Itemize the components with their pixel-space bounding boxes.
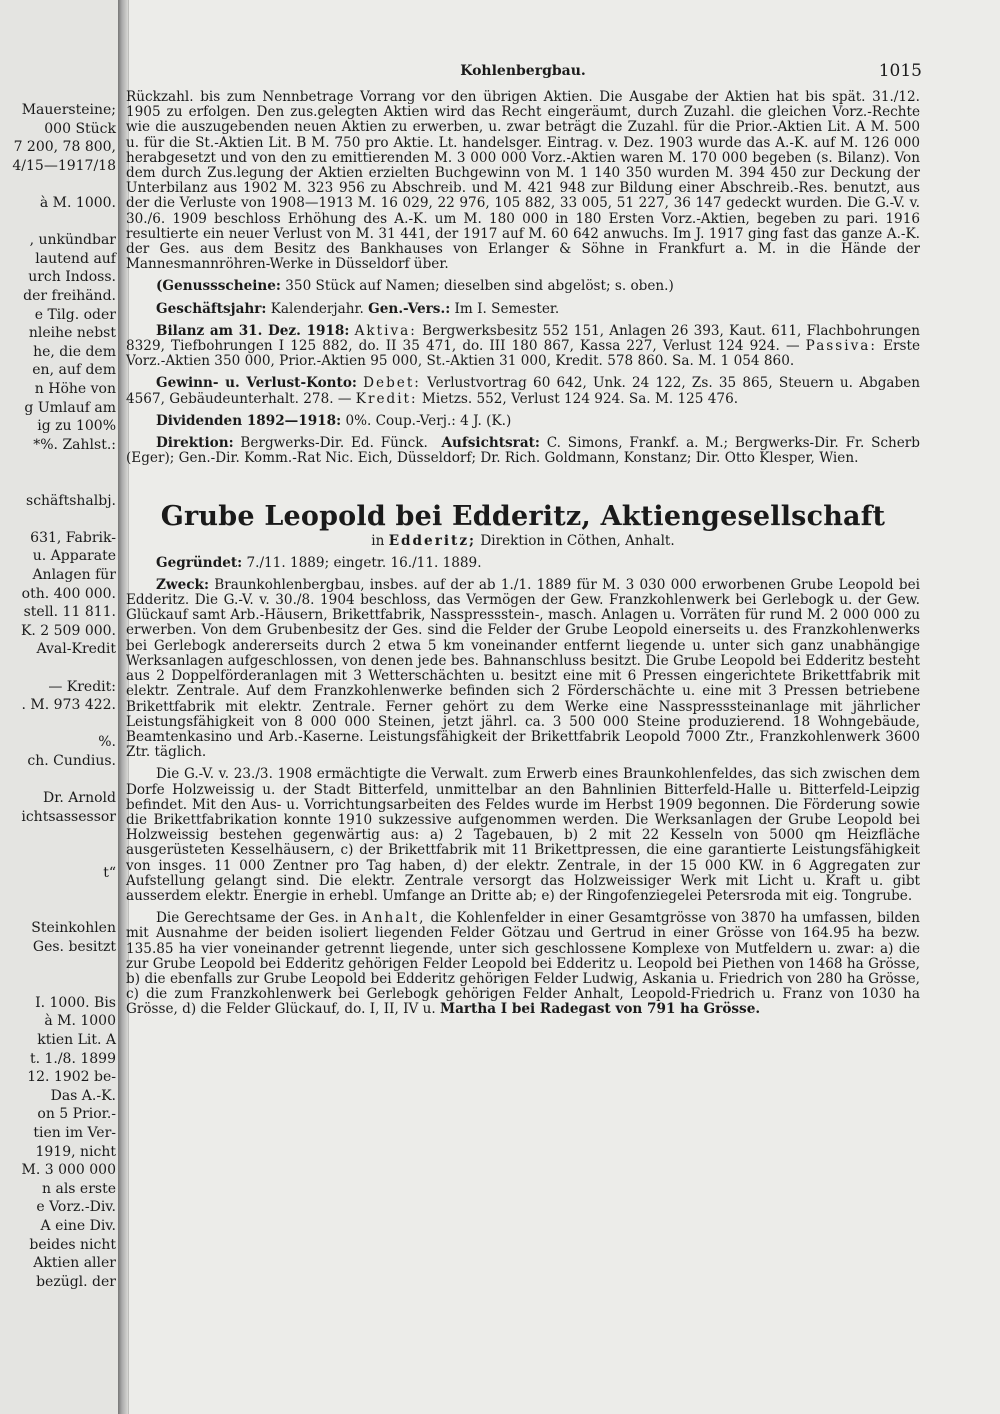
prev-page-fragment: 000 Stück [44, 120, 116, 137]
prev-page-fragment: Anlagen für [32, 567, 116, 583]
direktion-entry [126, 436, 920, 466]
page-header [126, 58, 920, 90]
prev-page-fragment: Aktien aller [33, 1255, 116, 1272]
prev-page-fragment: 4/15—1917/18 [12, 157, 116, 174]
direktion-text: Bergwerks-Dir. Ed. Fünck. [240, 435, 428, 452]
genussscheine-label: (Genussscheine: [156, 278, 281, 295]
prev-page-fragment: Aval-Kredit [36, 641, 116, 658]
prev-page-fragment: nleihe nebst [28, 325, 116, 342]
prev-page-fragment: 631, Fabrik- [30, 529, 116, 546]
prev-page-fragment: A eine Div. [40, 1218, 116, 1234]
prev-page-fragment: bezügl. der [36, 1273, 116, 1290]
bilanz-label: Bilanz am 31. Dez. 1918: [156, 322, 350, 339]
prev-page-fragment: t“ [103, 864, 116, 881]
prev-page-fragment: schäftshalbj. [26, 492, 116, 509]
prev-page-fragment: e Tilg. oder [34, 306, 116, 323]
capital-history-paragraph: Rückzahl. bis zum Nennbetrage Vorrang vor den übrigen Aktien. Die Ausgabe der Aktien hat bis spät. 31./12. 1905 zu erfolgen. Den zus.gelegten Aktien wird das Recht eingeräumt, durch Zuzahl. die gleichen Vorz.-Rechte wie die auszugebenden neuen Aktien zu erwerben, u. zwar beträgt die Zuzahl. für die Prior.-Aktien Lit. A M. 500 u. für die St.-Aktien Lit. B M. 750 pro Aktie. Lt. handelsger. Eintrag. v. Dez. 1903 wurde das A.-K. auf M. 126 000 herabgesetzt und von den zu emittierenden M. 3 000 000 Vorz.-Aktien waren M. 170 000 begeben (s. Bilanz). Von dem durch Zus.legung der Aktien erzielten Buchgewinn von M. 1 140 350 wurden M. 394 450 zur Deckung der Unterbilanz aus 1902 M. 323 956 zu Abschreib. und M. 421 948 zur Bildung einer Abschreib.-Res. benutzt, aus der die Verluste von 1908—1913 M. 16 029, 22 976, 105 882, 33 005, 51 227, 36 147 gedeckt wurden. Die G.-V. v. 30./6. 1909 beschloss Erhöhung des A.-K. um M. 180 000 in 180 Ersten Vorz.-Aktien, begeben zu pari. 1916 resultierte ein neuer Verlust von M. 31 441, der 1917 auf M. 60 642 anwuchs. Im J. 1917 ging fast das ganze A.-K. der Ges. aus dem Besitz des Bankhauses von Erlanger & Söhne in Frankfurt a. M. in die Hände der Mannesmannröhren-Werke in Düsseldorf über. [126, 89, 920, 273]
gegruendet-entry [126, 556, 920, 571]
prev-page-fragment: Mauersteine; [21, 102, 116, 118]
guv-label: Gewinn- u. Verlust-Konto: [156, 375, 357, 392]
bilanz-aktiva-label: Aktiva: [354, 322, 417, 339]
prev-page-fragment: der freihänd. [23, 288, 116, 304]
prev-page-fragment: ichtsassessor [21, 808, 116, 825]
gegruendet-text: 7./11. 1889; eingetr. 16./11. 1889. [246, 554, 482, 571]
guv-kredit-text: Mietzs. 552, Verlust 124 924. Sa. M. 125 476. [421, 390, 739, 407]
company-location [126, 534, 920, 549]
bilanz-entry [126, 324, 920, 370]
aufsichtsrat-text: C. Simons, Frankf. a. M.; Bergwerks-Dir. Fr. Scherb (Eger); Gen.-Dir. Komm.-Rat Nic. Eich, Düsseldorf; Dr. Rich. Goldmann, Konstanz; Dir. Otto Klesper, Wien. [126, 435, 920, 467]
prev-page-fragment: . M. 973 422. [21, 697, 116, 714]
guv-debet-label: Debet: [363, 375, 421, 392]
prev-page-fragment: ktien Lit. A [37, 1032, 116, 1048]
prev-page-fragment: stell. 11 811. [23, 604, 116, 621]
genussscheine-text: 350 Stück auf Namen; dieselben sind abgelöst; s. oben.) [285, 278, 674, 295]
prev-page-fragment: he, die dem [33, 343, 116, 360]
zweck-entry [126, 578, 920, 760]
prev-page-fragment: Steinkohlen [31, 920, 116, 937]
running-title: Kohlenbergbau. [460, 63, 586, 79]
geschaeftsjahr-entry [126, 302, 920, 317]
prev-page-fragment: e Vorz.-Div. [36, 1199, 116, 1216]
gerechtsame-pre: Die Gerechtsame der Ges. in [156, 910, 357, 927]
prev-page-fragment: g Umlauf am [24, 399, 116, 416]
aufsichtsrat-label: Aufsichtsrat: [441, 435, 540, 452]
prev-page-fragment: en, auf dem [32, 362, 116, 379]
prev-page-fragment: t. 1./8. 1899 [29, 1050, 116, 1067]
genversammlung-label: Gen.-Vers.: [368, 300, 451, 317]
guv-debet-text: Verlustvortrag 60 642, Unk. 24 122, Zs. 35 865, Steuern u. Abgaben 4567, Gebäudeunterhalt. 278. — [126, 375, 920, 407]
prev-page-fragment: I. 1000. Bis [35, 994, 116, 1011]
prev-page-fragment: — Kredit: [48, 678, 116, 695]
prev-page-fragment: oth. 400 000. [21, 585, 116, 602]
prev-page-fragment: K. 2 509 000. [20, 622, 116, 639]
guv-kredit-label: Kredit: [355, 390, 418, 407]
geschaeftsjahr-text: Kalenderjahr. [270, 300, 364, 317]
bilanz-passiva-text: Erste Vorz.-Aktien 350 000, Prior.-Aktien 95 000, St.-Aktien 31 000, Kredit. 578 860. Sa. M. 1 054 860. [126, 338, 920, 370]
geschaeftsjahr-label: Geschäftsjahr: [156, 300, 267, 317]
prev-page-fragment: %. [98, 734, 116, 751]
prev-page-fragment: Dr. Arnold [43, 790, 116, 807]
prev-page-fragment: 12. 1902 be- [27, 1069, 116, 1086]
prev-page-fragment: ig zu 100% [37, 418, 116, 435]
dividenden-label: Dividenden 1892—1918: [156, 412, 342, 429]
gerechtsame-mid: die Kohlenfelder in einer Gesamtgrösse von 3870 ha umfassen, bilden mit Ausnahme der beiden isoliert liegenden Felder Götzau und Gertrud in einer Grösse von 164.95 ha bezw. 135.85 ha vier voneinander getrennt liegende, unter sich geschlossene Komplexe von Mutfeldern u. zwar: a) die zur Grube Leopold bei Edderitz gehörigen Felder Leopold bei Edderitz u. Leopold bei Piethen von 1468 ha Grösse, b) die ebenfalls zur Grube Leopold bei Edderitz gehörigen Felder Ludwig, Askania u. Friedrich von 280 ha Grösse, c) die zum Franzkohlenwerk bei Gerlebogk gehörigen Felder Anhalt, Leopold-Friedrich u. Franz von 1030 ha Grösse, d) die Felder Glückauf, do. I, II, IV u. [126, 910, 920, 1018]
gerechtsame-end: Martha I bei Radegast von 791 ha Grösse. [440, 1001, 761, 1018]
location-prefix: in [371, 533, 385, 550]
location-rest: Direktion in Cöthen, Anhalt. [480, 533, 675, 550]
prev-page-fragment: tien im Ver- [33, 1125, 116, 1141]
zweck-text: Braunkohlenbergbau, insbes. auf der ab 1./1. 1889 für M. 3 030 000 erworbenen Grube Leopold bei Edderitz. Die G.-V. v. 30./8. 1904 beschloss, das Vermögen der Gew. Franzkohlenwerk bei Gerlebogk u. der Gew. Glückauf samt Arb.-Häusern, Brikettfabrik, Nasspressstein-, masch. Anlagen u. Vorräten für rund M. 2 000 000 zu erwerben. Von dem Grubenbesitz der Ges. sind die Felder der Grube Leopold einerseits u. des Franzkohlenwerks bei Gerlebogk andererseits durch 2 etwa 5 km voneinander entfernt liegende u. unter sich ganz unabhängige Werksanlagen aufgeschlossen, von denen jede bes. Bahnanschluss besitzt. Die Grube Leopold bei Edderitz besteht aus 2 Doppelförderanlagen mit 3 Wetterschächten u. besitzt eine mit 6 Pressen eingerichtete Brikettfabrik mit elektr. Zentrale. Auf dem Franzkohlenwerke befinden sich 2 Förderschächte u. eine mit 3 Pressen betriebene Brikettfabrik mit elektr. Zentrale. Ferner gehört zu dem Werke eine Nasspresssteinanlage mit jährlicher Leistungsfähigkeit von 8 000 000 Steinen, jetzt jährl. ca. 3 500 000 Steine produzierend. 18 Wohngebäude, Beamtenkasino und Arb.-Kaserne. Leistungsfähigkeit der Brikettfabrik Leopold 7000 Ztr., Franzkohlenwerk 3600 Ztr. täglich. [126, 576, 920, 761]
prev-page-fragment: Ges. besitzt [32, 939, 116, 955]
dividenden-entry [126, 414, 920, 429]
prev-page-fragment: on 5 Prior.- [37, 1106, 116, 1123]
prev-page-fragment: beides nicht [29, 1236, 116, 1253]
prev-page-fragment: *%. Zahlst.: [33, 436, 116, 453]
prev-page-fragment: n Höhe von [34, 381, 116, 397]
prev-page-fragment: u. Apparate [32, 548, 116, 565]
prev-page-fragment: M. 3 000 000 [21, 1162, 116, 1179]
holzweissig-paragraph: Die G.-V. v. 23./3. 1908 ermächtigte die Verwalt. zum Erwerb eines Braunkohlenfeldes, das sich zwischen dem Dorfe Holzweissig u. der Stadt Bitterfeld, unmittelbar an den Bahnlinien Bitterfeld-Halle u. Bitterfeld-Leipzig befindet. Mit den Aus- u. Vorrichtungsarbeiten des Feldes wurde im Herbst 1909 begonnen. Die Förderung sowie die Brikettfabrikation konnte 1910 sukzessive aufgenommen werden. Die Werksanlagen der Grube Leopold bei Holzweissig bestehen gegenwärtig aus: a) 2 Tagebauen, b) 2 mit 22 Kesseln von 5000 qm Heizfläche ausgerüsteten Kesselhäusern, c) der Brikettfabrik mit 11 Brikettpressen, die eine garantierte Leistungsfähigkeit von insges. 11 000 Zentner pro Tag haben, d) der elektr. Zentrale, in der 15 000 KW. in 6 Aggregaten zur Aufstellung gelangt sind. Die elektr. Zentrale versorgt das Holzweissiger Werk mit Licht u. Kraft u. gibt ausserdem elektr. Energie in erhebl. Umfange an Dritte ab; e) der Ringofenziegelei Petersroda mit eig. Tongrube. [126, 766, 920, 904]
prev-page-fragment: n als erste [42, 1180, 116, 1197]
genversammlung-text: Im I. Semester. [454, 300, 560, 317]
gerechtsame-anhalt: Anhalt, [361, 910, 426, 927]
direktion-label: Direktion: [156, 435, 234, 452]
guv-entry [126, 376, 920, 406]
prev-page-fragment: urch Indoss. [28, 269, 116, 286]
page-number: 1015 [878, 61, 922, 81]
prev-page-fragment: 7 200, 78 800, [13, 139, 116, 156]
prev-page-fragment: à M. 1000 [44, 1013, 116, 1030]
company-heading: Grube Leopold bei Edderitz, Aktiengesellschaft [160, 501, 886, 533]
previous-page-edge [0, 0, 118, 1414]
zweck-label: Zweck: [156, 576, 209, 593]
main-column [126, 58, 920, 1018]
gegruendet-label: Gegründet: [156, 554, 243, 571]
bilanz-aktiva-text: Bergwerksbesitz 552 151, Anlagen 26 393, Kaut. 611, Flachbohrungen 8329, Tiefbohrungen I 125 882, do. II 35 471, do. III 180 867, Kassa 227, Verlust 124 924. — [126, 322, 920, 355]
prev-page-fragment: à M. 1000. [39, 195, 116, 211]
prev-page-fragment: Das A.-K. [50, 1087, 116, 1104]
genussscheine-entry [126, 279, 920, 294]
prev-page-fragment: lautend auf [35, 250, 116, 267]
gerechtsame-paragraph [126, 911, 920, 1017]
dividenden-text: 0%. Coup.-Verj.: 4 J. (K.) [345, 412, 512, 429]
location-city: Edderitz; [388, 533, 477, 550]
bilanz-passiva-label: Passiva: [805, 338, 877, 355]
prev-page-fragment: ch. Cundius. [27, 753, 116, 769]
prev-page-fragment: , unkündbar [29, 232, 116, 249]
prev-page-fragment: 1919, nicht [35, 1143, 116, 1160]
